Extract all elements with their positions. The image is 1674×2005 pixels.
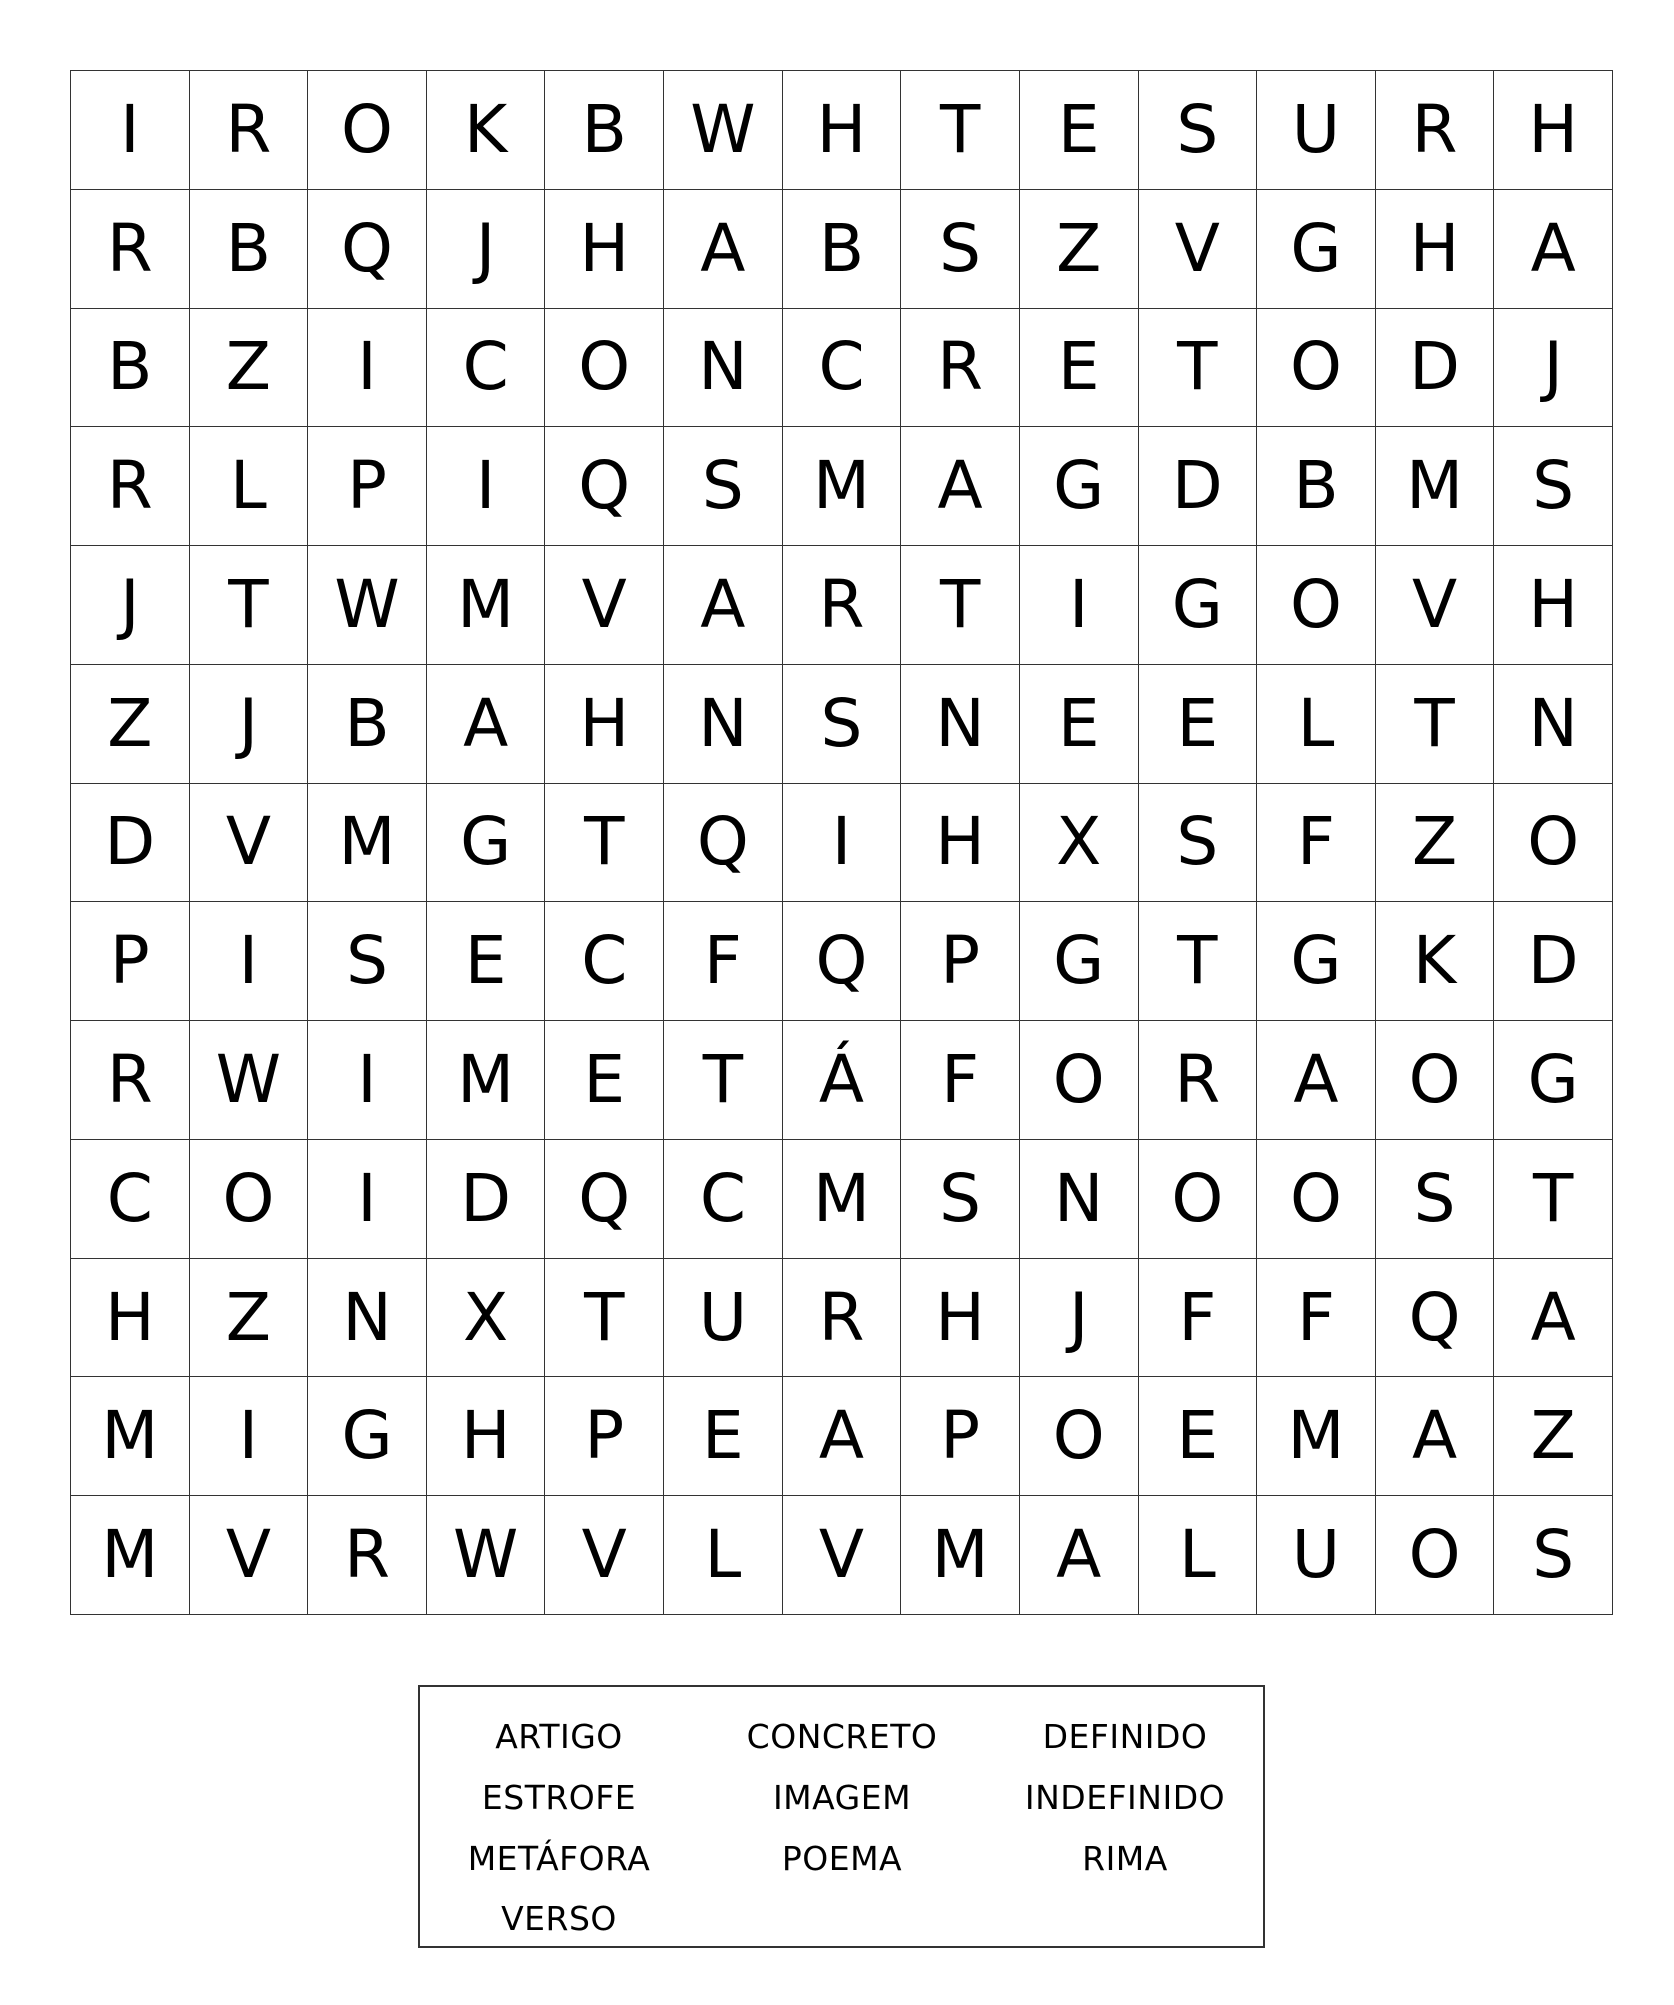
word-list-item: RIMA bbox=[1082, 1839, 1168, 1878]
grid-cell[interactable]: N bbox=[1020, 1140, 1139, 1259]
grid-cell[interactable]: N bbox=[901, 665, 1020, 784]
grid-cell[interactable]: H bbox=[901, 1259, 1020, 1378]
word-list-item: VERSO bbox=[501, 1899, 617, 1938]
grid-cell[interactable]: B bbox=[545, 71, 664, 190]
grid-cell[interactable]: I bbox=[308, 309, 427, 428]
grid-cell[interactable]: K bbox=[427, 71, 546, 190]
grid-cell[interactable]: A bbox=[901, 427, 1020, 546]
grid-cell[interactable]: T bbox=[664, 1021, 783, 1140]
grid-cell[interactable]: Q bbox=[783, 902, 902, 1021]
grid-cell[interactable]: L bbox=[1257, 665, 1376, 784]
grid-cell[interactable]: O bbox=[1376, 1021, 1495, 1140]
grid-cell[interactable]: J bbox=[190, 665, 309, 784]
grid-cell[interactable]: E bbox=[664, 1377, 783, 1496]
grid-cell[interactable]: Q bbox=[1376, 1259, 1495, 1378]
grid-cell[interactable]: T bbox=[901, 546, 1020, 665]
grid-cell[interactable]: Á bbox=[783, 1021, 902, 1140]
grid-cell[interactable]: Q bbox=[664, 784, 783, 903]
grid-cell[interactable]: Z bbox=[71, 665, 190, 784]
grid-cell[interactable]: T bbox=[545, 1259, 664, 1378]
grid-cell[interactable]: F bbox=[664, 902, 783, 1021]
grid-cell[interactable]: U bbox=[664, 1259, 783, 1378]
grid-cell[interactable]: R bbox=[71, 190, 190, 309]
word-list-item: ESTROFE bbox=[481, 1778, 637, 1817]
grid-cell[interactable]: B bbox=[71, 309, 190, 428]
grid-cell[interactable]: E bbox=[1139, 665, 1258, 784]
grid-cell[interactable]: F bbox=[901, 1021, 1020, 1140]
grid-cell[interactable]: S bbox=[783, 665, 902, 784]
grid-cell[interactable]: I bbox=[783, 784, 902, 903]
grid-cell[interactable]: I bbox=[308, 1021, 427, 1140]
grid-cell[interactable]: U bbox=[1257, 1496, 1376, 1615]
grid-cell[interactable]: R bbox=[901, 309, 1020, 428]
word-list-item: DEFINIDO bbox=[1042, 1717, 1208, 1756]
word-list-item: INDEFINIDO bbox=[1024, 1778, 1226, 1817]
grid-cell[interactable]: T bbox=[545, 784, 664, 903]
grid-cell[interactable]: V bbox=[783, 1496, 902, 1615]
grid-cell[interactable]: W bbox=[427, 1496, 546, 1615]
grid-cell[interactable]: Z bbox=[190, 1259, 309, 1378]
grid-cell[interactable]: A bbox=[1376, 1377, 1495, 1496]
grid-cell[interactable]: W bbox=[190, 1021, 309, 1140]
grid-cell[interactable]: N bbox=[664, 665, 783, 784]
grid-cell[interactable]: I bbox=[308, 1140, 427, 1259]
grid-cell[interactable]: S bbox=[1494, 427, 1613, 546]
grid-cell[interactable]: I bbox=[1020, 546, 1139, 665]
grid-cell[interactable]: O bbox=[308, 71, 427, 190]
grid-cell[interactable]: E bbox=[1139, 1377, 1258, 1496]
grid-cell[interactable]: N bbox=[664, 309, 783, 428]
grid-cell[interactable]: Z bbox=[1376, 784, 1495, 903]
grid-cell[interactable]: O bbox=[1257, 546, 1376, 665]
grid-cell[interactable]: L bbox=[190, 427, 309, 546]
grid-cell[interactable]: G bbox=[1494, 1021, 1613, 1140]
grid-cell[interactable]: E bbox=[545, 1021, 664, 1140]
grid-cell[interactable]: F bbox=[1257, 784, 1376, 903]
grid-cell[interactable]: G bbox=[427, 784, 546, 903]
grid-cell[interactable]: D bbox=[1494, 902, 1613, 1021]
grid-cell[interactable]: E bbox=[1020, 309, 1139, 428]
grid-cell[interactable]: T bbox=[1494, 1140, 1613, 1259]
grid-cell[interactable]: V bbox=[545, 546, 664, 665]
grid-cell[interactable]: S bbox=[901, 190, 1020, 309]
grid-cell[interactable]: V bbox=[190, 784, 309, 903]
grid-cell[interactable]: I bbox=[71, 71, 190, 190]
grid-cell[interactable]: J bbox=[1494, 309, 1613, 428]
grid-cell[interactable]: S bbox=[1376, 1140, 1495, 1259]
grid-cell[interactable]: O bbox=[190, 1140, 309, 1259]
grid-cell[interactable]: H bbox=[901, 784, 1020, 903]
grid-cell[interactable]: C bbox=[783, 309, 902, 428]
grid-cell[interactable]: D bbox=[1376, 309, 1495, 428]
grid-cell[interactable]: D bbox=[1139, 427, 1258, 546]
grid-cell[interactable]: L bbox=[1139, 1496, 1258, 1615]
grid-cell[interactable]: Q bbox=[308, 190, 427, 309]
grid-cell[interactable]: S bbox=[901, 1140, 1020, 1259]
grid-cell[interactable]: I bbox=[427, 427, 546, 546]
grid-cell[interactable]: R bbox=[1139, 1021, 1258, 1140]
grid-cell[interactable]: H bbox=[545, 665, 664, 784]
grid-cell[interactable]: G bbox=[1257, 902, 1376, 1021]
grid-cell[interactable]: O bbox=[1376, 1496, 1495, 1615]
grid-cell[interactable]: H bbox=[1494, 71, 1613, 190]
grid-cell[interactable]: R bbox=[71, 1021, 190, 1140]
grid-cell[interactable]: G bbox=[1020, 902, 1139, 1021]
grid-cell[interactable]: S bbox=[1139, 784, 1258, 903]
grid-cell[interactable]: M bbox=[783, 1140, 902, 1259]
grid-cell[interactable]: B bbox=[190, 190, 309, 309]
grid-cell[interactable]: T bbox=[190, 546, 309, 665]
grid-cell[interactable]: K bbox=[1376, 902, 1495, 1021]
grid-cell[interactable]: W bbox=[308, 546, 427, 665]
grid-cell[interactable]: A bbox=[427, 665, 546, 784]
grid-cell[interactable]: P bbox=[308, 427, 427, 546]
grid-cell[interactable]: J bbox=[1020, 1259, 1139, 1378]
grid-cell[interactable]: N bbox=[1494, 665, 1613, 784]
grid-cell[interactable]: S bbox=[1494, 1496, 1613, 1615]
grid-cell[interactable]: H bbox=[71, 1259, 190, 1378]
grid-cell[interactable]: G bbox=[1257, 190, 1376, 309]
grid-cell[interactable]: R bbox=[783, 546, 902, 665]
grid-cell[interactable]: V bbox=[190, 1496, 309, 1615]
grid-cell[interactable]: P bbox=[901, 902, 1020, 1021]
grid-cell[interactable]: R bbox=[190, 71, 309, 190]
grid-cell[interactable]: O bbox=[1257, 1140, 1376, 1259]
grid-cell[interactable]: A bbox=[1494, 1259, 1613, 1378]
grid-cell[interactable]: M bbox=[71, 1377, 190, 1496]
grid-cell[interactable]: H bbox=[1376, 190, 1495, 309]
grid-cell[interactable]: C bbox=[545, 902, 664, 1021]
grid-cell[interactable]: V bbox=[1139, 190, 1258, 309]
grid-cell[interactable]: X bbox=[427, 1259, 546, 1378]
grid-cell[interactable]: S bbox=[664, 427, 783, 546]
grid-cell[interactable]: G bbox=[1139, 546, 1258, 665]
grid-cell[interactable]: G bbox=[1020, 427, 1139, 546]
grid-cell[interactable]: V bbox=[545, 1496, 664, 1615]
grid-cell[interactable]: Q bbox=[545, 427, 664, 546]
grid-cell[interactable]: R bbox=[1376, 71, 1495, 190]
word-list-item: POEMA bbox=[781, 1839, 903, 1878]
grid-cell[interactable]: M bbox=[1376, 427, 1495, 546]
grid-cell[interactable]: P bbox=[901, 1377, 1020, 1496]
grid-cell[interactable]: D bbox=[427, 1140, 546, 1259]
grid-cell[interactable]: R bbox=[783, 1259, 902, 1378]
word-list bbox=[418, 1685, 1265, 1948]
grid-cell[interactable]: O bbox=[1257, 309, 1376, 428]
grid-cell[interactable]: R bbox=[308, 1496, 427, 1615]
grid-cell[interactable]: A bbox=[1020, 1496, 1139, 1615]
grid-cell[interactable]: G bbox=[308, 1377, 427, 1496]
grid-cell[interactable]: Z bbox=[1494, 1377, 1613, 1496]
grid-cell[interactable]: M bbox=[1257, 1377, 1376, 1496]
grid-cell[interactable]: A bbox=[783, 1377, 902, 1496]
grid-cell[interactable]: A bbox=[1494, 190, 1613, 309]
grid-cell[interactable]: P bbox=[545, 1377, 664, 1496]
word-list-item: ARTIGO bbox=[495, 1717, 623, 1756]
grid-cell[interactable]: E bbox=[427, 902, 546, 1021]
grid-cell[interactable]: I bbox=[190, 1377, 309, 1496]
grid-cell[interactable]: Q bbox=[545, 1140, 664, 1259]
grid-cell[interactable]: H bbox=[545, 190, 664, 309]
grid-cell[interactable]: J bbox=[71, 546, 190, 665]
grid-cell[interactable]: W bbox=[664, 71, 783, 190]
grid-cell[interactable]: R bbox=[71, 427, 190, 546]
grid-cell[interactable]: S bbox=[1139, 71, 1258, 190]
grid-cell[interactable]: D bbox=[71, 784, 190, 903]
letter-grid bbox=[70, 70, 1613, 1615]
grid-cell[interactable]: T bbox=[1139, 309, 1258, 428]
grid-cell[interactable]: O bbox=[545, 309, 664, 428]
grid-cell[interactable]: V bbox=[1376, 546, 1495, 665]
grid-cell[interactable]: B bbox=[1257, 427, 1376, 546]
grid-cell[interactable]: A bbox=[664, 546, 783, 665]
grid-cell[interactable]: P bbox=[71, 902, 190, 1021]
grid-cell[interactable]: Z bbox=[190, 309, 309, 428]
grid-cell[interactable]: B bbox=[308, 665, 427, 784]
grid-cell[interactable]: O bbox=[1494, 784, 1613, 903]
grid-cell[interactable]: H bbox=[1494, 546, 1613, 665]
grid-cell[interactable]: O bbox=[1020, 1377, 1139, 1496]
grid-cell[interactable]: C bbox=[664, 1140, 783, 1259]
grid-cell[interactable]: M bbox=[71, 1496, 190, 1615]
grid-cell[interactable]: J bbox=[427, 190, 546, 309]
grid-cell[interactable]: E bbox=[1020, 665, 1139, 784]
grid-cell[interactable]: X bbox=[1020, 784, 1139, 903]
grid-cell[interactable]: M bbox=[427, 546, 546, 665]
grid-cell[interactable]: L bbox=[664, 1496, 783, 1615]
grid-cell[interactable]: T bbox=[1139, 902, 1258, 1021]
grid-cell[interactable]: E bbox=[1020, 71, 1139, 190]
grid-cell[interactable]: C bbox=[71, 1140, 190, 1259]
grid-cell[interactable]: H bbox=[783, 71, 902, 190]
grid-cell[interactable]: M bbox=[901, 1496, 1020, 1615]
grid-cell[interactable]: C bbox=[427, 309, 546, 428]
grid-cell[interactable]: S bbox=[308, 902, 427, 1021]
grid-cell[interactable]: F bbox=[1139, 1259, 1258, 1378]
grid-cell[interactable]: A bbox=[664, 190, 783, 309]
grid-cell[interactable]: U bbox=[1257, 71, 1376, 190]
grid-cell[interactable]: M bbox=[427, 1021, 546, 1140]
word-list-item: IMAGEM bbox=[772, 1778, 912, 1817]
word-list-item: METÁFORA bbox=[467, 1839, 651, 1878]
grid-cell[interactable]: M bbox=[783, 427, 902, 546]
word-list-item: CONCRETO bbox=[746, 1717, 938, 1756]
grid-cell[interactable]: N bbox=[308, 1259, 427, 1378]
grid-cell[interactable]: T bbox=[901, 71, 1020, 190]
grid-cell[interactable]: F bbox=[1257, 1259, 1376, 1378]
grid-cell[interactable]: O bbox=[1139, 1140, 1258, 1259]
grid-cell[interactable]: I bbox=[190, 902, 309, 1021]
grid-cell[interactable]: A bbox=[1257, 1021, 1376, 1140]
grid-cell[interactable]: H bbox=[427, 1377, 546, 1496]
grid-cell[interactable]: M bbox=[308, 784, 427, 903]
grid-cell[interactable]: Z bbox=[1020, 190, 1139, 309]
grid-cell[interactable]: T bbox=[1376, 665, 1495, 784]
grid-cell[interactable]: B bbox=[783, 190, 902, 309]
grid-cell[interactable]: O bbox=[1020, 1021, 1139, 1140]
